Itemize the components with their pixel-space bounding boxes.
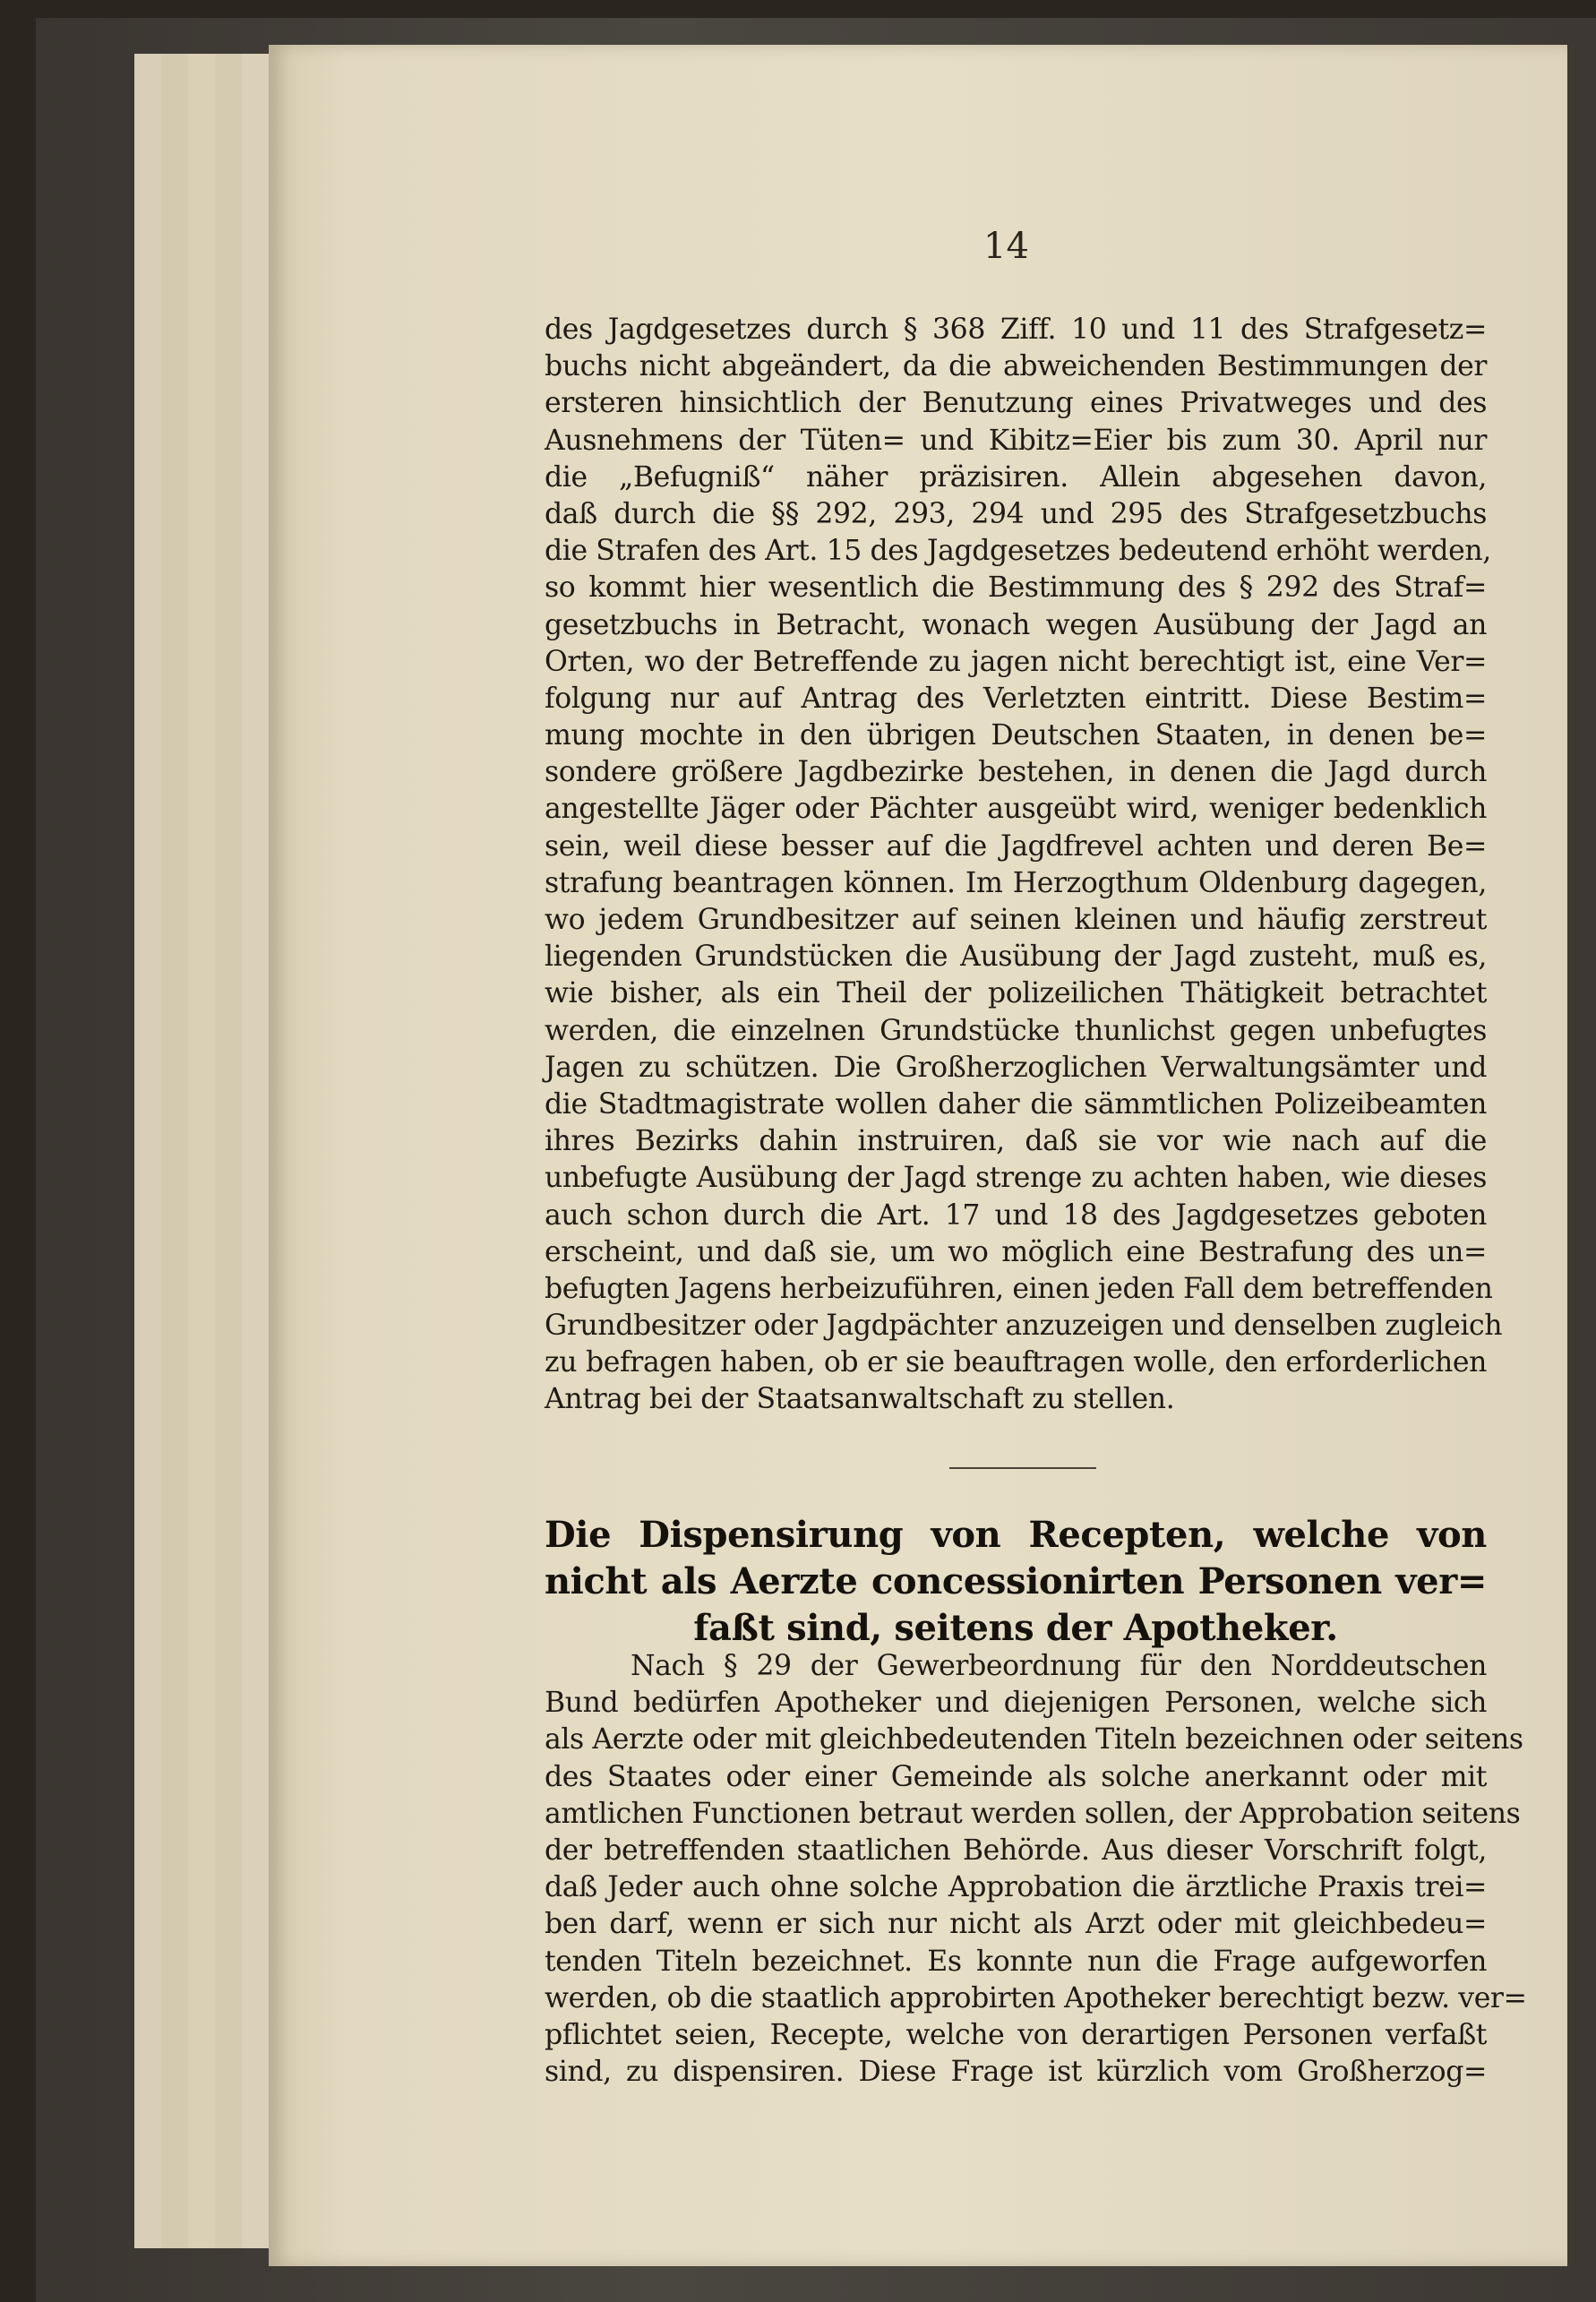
text-line: wie bisher, als ein Theil der polizeilichen Thätigkeit betrachtet — [545, 977, 1487, 1010]
text-line: daß durch die §§ 292, 293, 294 und 295 des Strafgesetzbuchs — [545, 497, 1487, 530]
text-line: Bund bedürfen Apotheker und diejenigen Personen, welche sich — [545, 1687, 1487, 1720]
text-line: Grundbesitzer oder Jagdpächter anzuzeigen und denselben zugleich — [545, 1310, 1503, 1343]
text-line: tenden Titeln bezeichnet. Es konnte nun die Frage aufgeworfen — [545, 1945, 1487, 1978]
text-line: des Staates oder einer Gemeinde als solche anerkannt oder mit — [545, 1760, 1487, 1793]
text-line: gesetzbuchs in Betracht, wonach wegen Ausübung der Jagd an — [545, 608, 1487, 641]
page-number: 14 — [983, 226, 1029, 267]
text-line: die Strafen des Art. 15 des Jagdgesetzes bedeutend erhöht werden, — [545, 535, 1491, 568]
text-line: Ausnehmens der Tüten= und Kibitz=Eier bis zum 30. April nur — [545, 424, 1487, 457]
text-line: so kommt hier wesentlich die Bestimmung des § 292 des Straf= — [545, 571, 1487, 605]
text-line: daß Jeder auch ohne solche Approbation die ärztliche Praxis trei= — [545, 1871, 1487, 1904]
text-line: ben darf, wenn er sich nur nicht als Arzt oder mit gleichbedeu= — [545, 1908, 1487, 1941]
heading-line: faßt sind, seitens der Apotheker. — [693, 1607, 1338, 1649]
text-line: strafung beantragen können. Im Herzogthum Oldenburg dagegen, — [545, 866, 1487, 899]
text-line: die „Befugniß“ näher präzisiren. Allein abgesehen davon, — [545, 460, 1487, 494]
text-line: Orten, wo der Betreffende zu jagen nicht berechtigt ist, eine Ver= — [545, 645, 1487, 678]
text-line: des Jagdgesetzes durch § 368 Ziff. 10 und 11 des Strafgesetz= — [545, 314, 1487, 346]
text-line: amtlichen Functionen betraut werden sollen, der Approbation seitens — [545, 1797, 1521, 1830]
text-line: pflichtet seien, Recepte, welche von derartigen Personen verfaßt — [545, 2018, 1487, 2051]
heading-line: nicht als Aerzte concessionirten Personen ver= — [545, 1560, 1487, 1602]
text-line: unbefugte Ausübung der Jagd strenge zu achten haben, wie dieses — [545, 1162, 1487, 1195]
text-line: Antrag bei der Staatsanwaltschaft zu stellen. — [545, 1383, 1175, 1416]
text-line: wo jedem Grundbesitzer auf seinen kleinen und häufig zerstreut — [545, 904, 1487, 936]
text-line: werden, die einzelnen Grundstücke thunlichst gegen unbefugtes — [545, 1014, 1487, 1047]
text-line: mung mochte in den übrigen Deutschen Staaten, in denen be= — [545, 719, 1487, 752]
text-line: folgung nur auf Antrag des Verletzten eintritt. Diese Bestim= — [545, 682, 1487, 715]
text-line: Nach § 29 der Gewerbeordnung für den Norddeutschen — [631, 1650, 1487, 1682]
section-heading — [545, 1512, 1487, 1652]
paragraph-hunting-law — [545, 312, 1503, 1419]
section-divider — [949, 1467, 1096, 1469]
text-line: der betreffenden staatlichen Behörde. Aus dieser Vorschrift folgt, — [545, 1834, 1487, 1867]
text-line: sein, weil diese besser auf die Jagdfrevel achten und deren Be= — [545, 829, 1487, 863]
text-line: befugten Jagens herbeizuführen, einen jeden Fall dem betreffenden — [545, 1272, 1493, 1305]
text-line: die Stadtmagistrate wollen daher die sämmtlichen Polizeibeamten — [545, 1087, 1487, 1121]
text-line: erscheint, und daß sie, um wo möglich eine Bestrafung des un= — [545, 1235, 1487, 1268]
text-line: auch schon durch die Art. 17 und 18 des Jagdgesetzes geboten — [545, 1198, 1487, 1232]
text-line: als Aerzte oder mit gleichbedeutenden Titeln bezeichnen oder seitens — [545, 1723, 1523, 1757]
text-line: ersteren hinsichtlich der Benutzung eines Privatweges und des — [545, 387, 1487, 420]
text-line: ihres Bezirks dahin instruiren, daß sie vor wie nach auf die — [545, 1125, 1487, 1158]
text-line: sind, zu dispensiren. Diese Frage ist kürzlich vom Großherzog= — [545, 2056, 1487, 2089]
text-line: werden, ob die staatlich approbirten Apotheker berechtigt bezw. ver= — [545, 1981, 1527, 2014]
text-line: Jagen zu schützen. Die Großherzoglichen Verwaltungsämter und — [545, 1051, 1487, 1084]
heading-line: Die Dispensirung von Recepten, welche von — [545, 1514, 1487, 1556]
text-line: zu befragen haben, ob er sie beauftragen wolle, den erforderlichen — [545, 1346, 1487, 1379]
text-line: buchs nicht abgeändert, da die abweichenden Bestimmungen der — [545, 350, 1487, 383]
text-line: sondere größere Jagdbezirke bestehen, in denen die Jagd durch — [545, 756, 1487, 789]
text-line: liegenden Grundstücken die Ausübung der Jagd zusteht, muß es, — [545, 941, 1487, 974]
paragraph-recipes — [545, 1648, 1527, 2091]
text-line: angestellte Jäger oder Pächter ausgeübt wird, weniger bedenklich — [545, 793, 1487, 826]
